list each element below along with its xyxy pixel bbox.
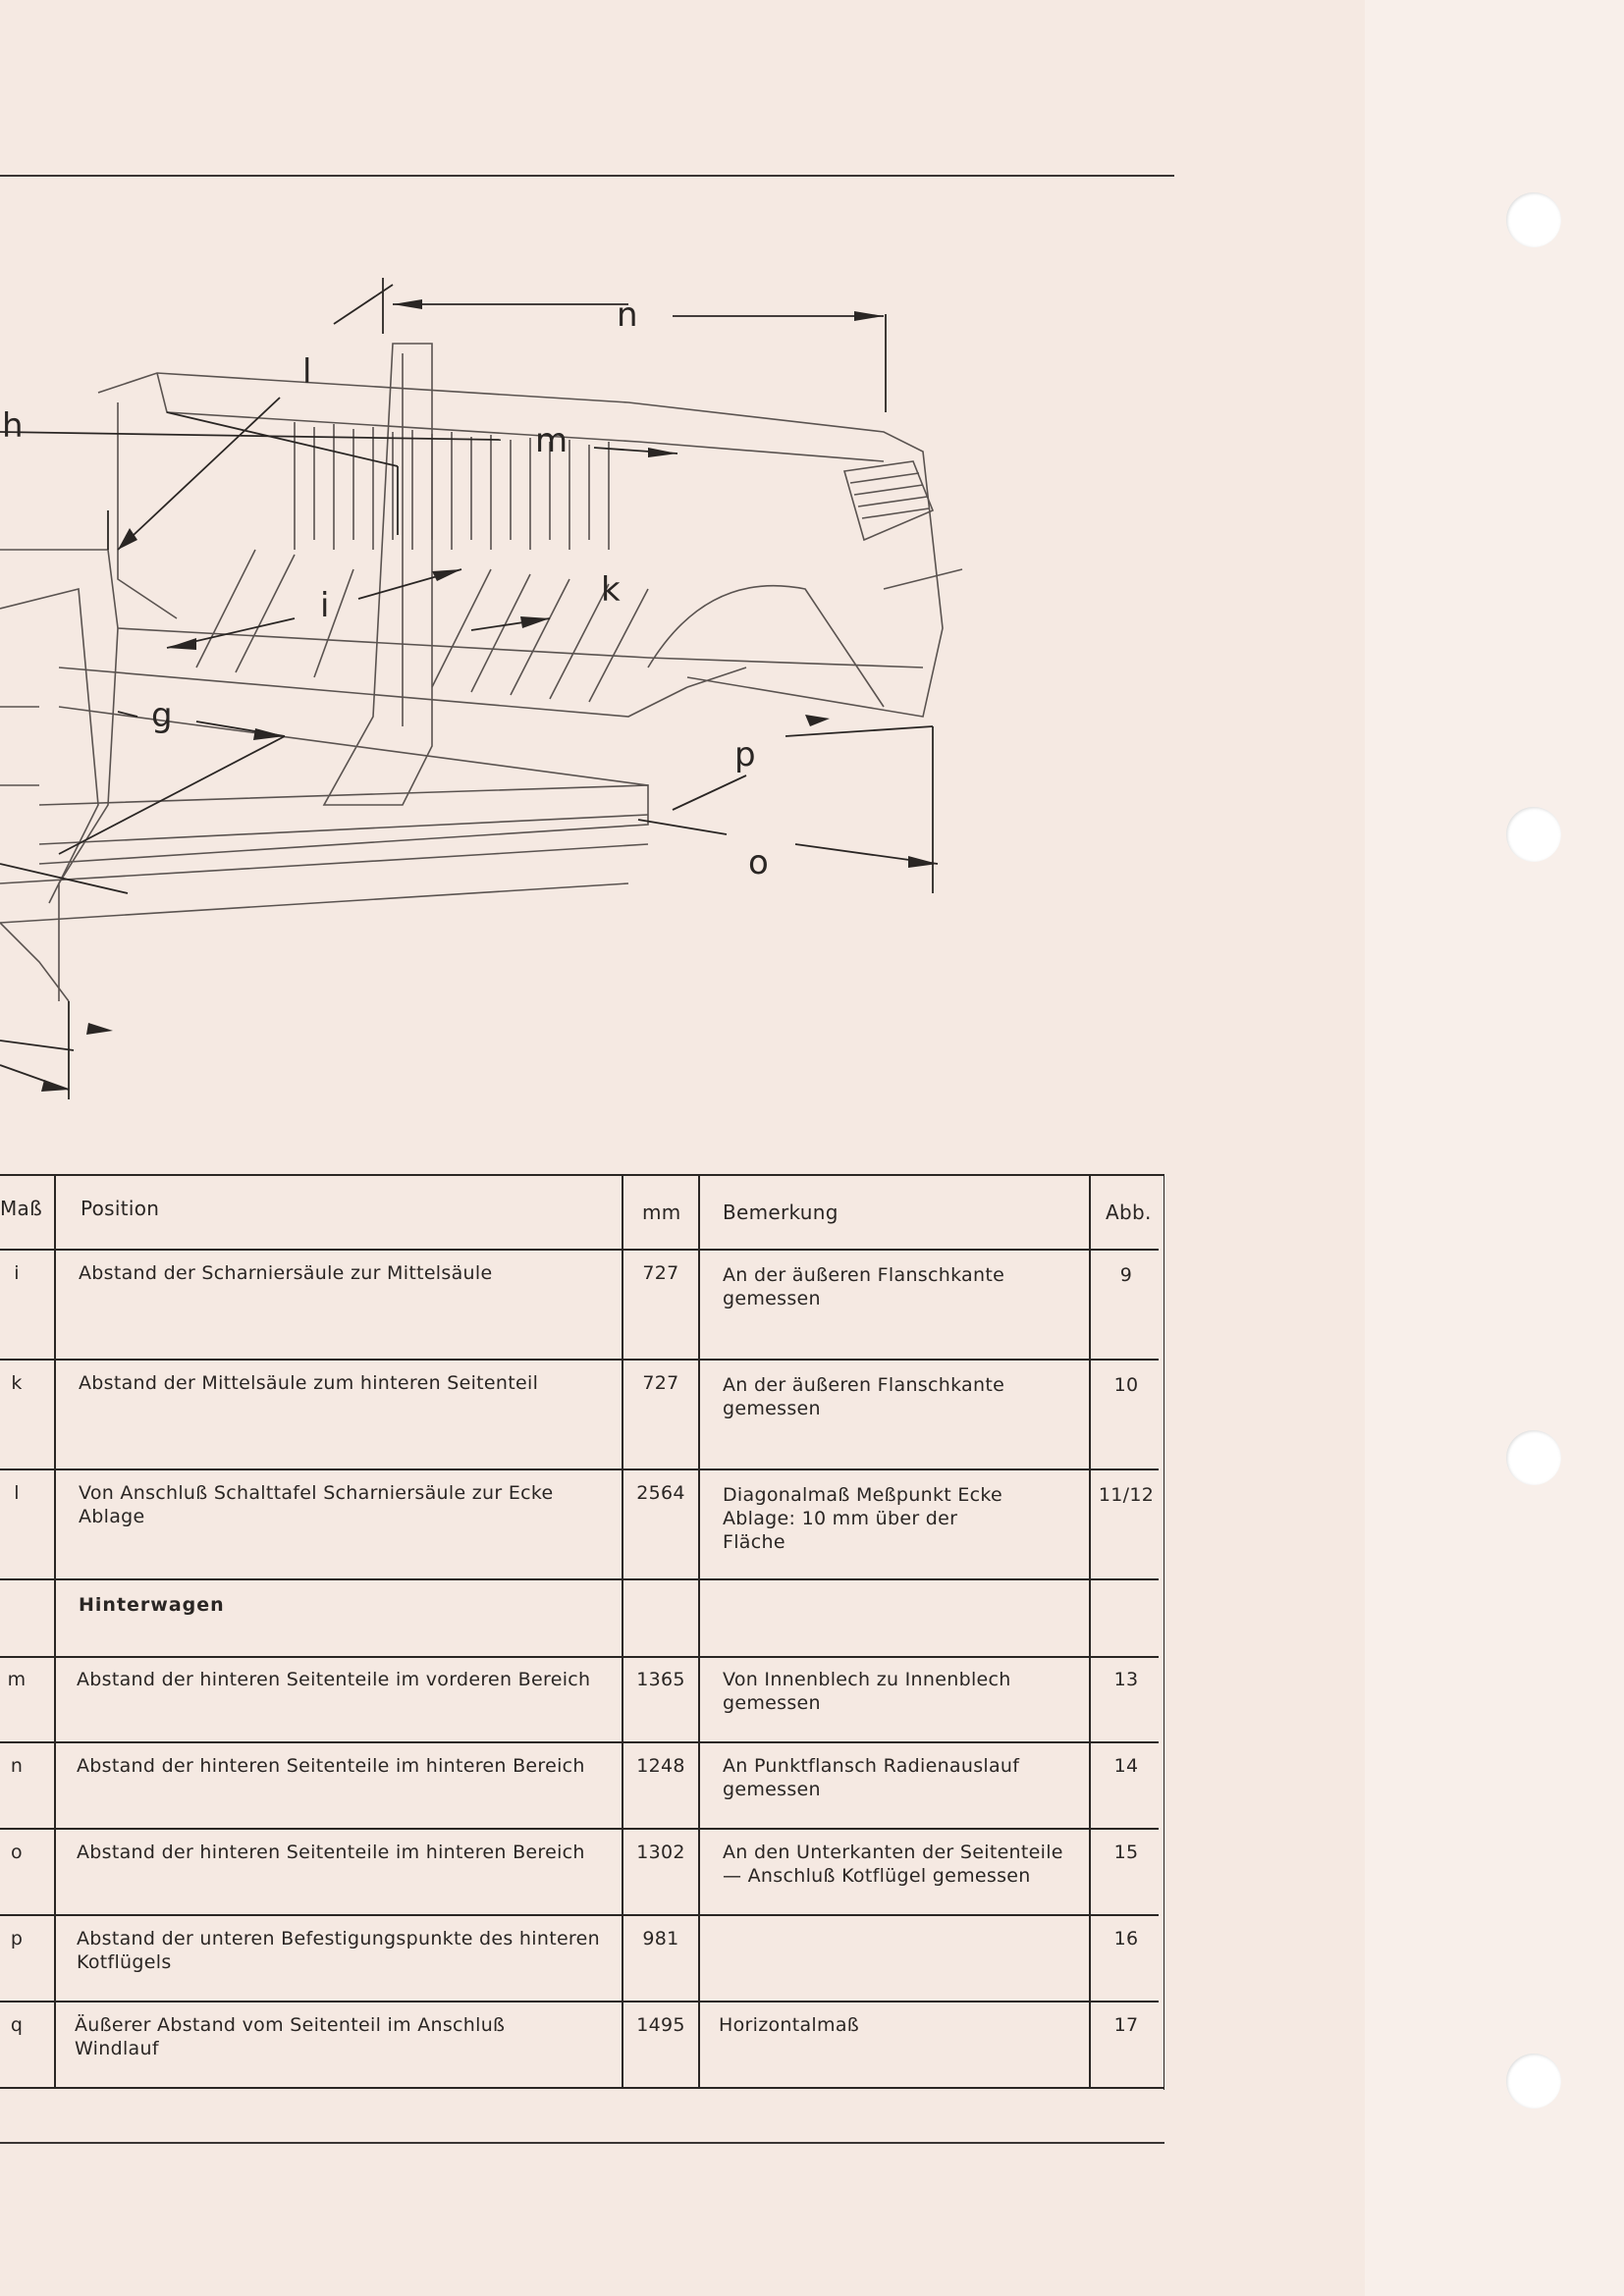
dim-label-l: l [302,352,312,392]
measurement-table [0,1173,1164,2090]
section-hinterwagen: Hinterwagen [79,1594,225,1616]
row-m-mass: m [7,1669,27,1690]
row-o-mm: 1302 [636,1842,685,1863]
car-body-outline [0,344,962,1001]
row-n-position: Abstand der hinteren Seitenteile im hinteren Bereich [77,1755,585,1777]
row-n-mass: n [10,1755,24,1777]
bottom-rule [0,2142,1164,2144]
row-i-abb: 9 [1119,1264,1133,1286]
row-m-position: Abstand der hinteren Seitenteile im vorderen Bereich [77,1669,591,1690]
row-m-abb: 13 [1113,1669,1139,1690]
dim-label-m: m [535,421,568,460]
dim-label-n: n [617,295,638,335]
dim-label-k: k [601,570,621,610]
row-l-position: Von Anschluß Schalttafel Scharniersäule zur Ecke Ablage [79,1482,554,1527]
row-q-mm: 1495 [636,2014,685,2036]
row-i-bemerkung: An der äußeren Flanschkante gemessen [723,1264,1005,1309]
row-q-abb: 17 [1113,2014,1139,2036]
row-k-abb: 10 [1113,1374,1139,1396]
row-m-mm: 1365 [636,1669,685,1690]
row-o-position: Abstand der hinteren Seitenteile im hinteren Bereich [77,1842,585,1863]
header-mass: Maß [0,1197,43,1220]
header-mm: mm [642,1201,681,1224]
row-i-mass: i [14,1262,20,1284]
row-k-position: Abstand der Mittelsäule zum hinteren Seitenteil [79,1372,539,1394]
row-p-mass: p [10,1928,24,1949]
header-bemerkung: Bemerkung [723,1201,839,1224]
row-l-abb: 11/12 [1098,1484,1155,1506]
row-q-mass: q [10,2014,24,2036]
row-p-abb: 16 [1113,1928,1139,1949]
dim-label-o: o [748,843,769,882]
row-k-bemerkung: An der äußeren Flanschkante gemessen [723,1374,1005,1419]
dim-label-g: g [151,696,173,735]
row-n-bemerkung: An Punktflansch Radienauslauf gemessen [723,1755,1020,1800]
row-n-mm: 1248 [636,1755,685,1777]
arrowheads [41,299,938,1092]
punch-hole-top [1506,192,1561,247]
row-p-position: Abstand der unteren Befestigungspunkte des hinteren Kotflügels [77,1928,600,1973]
row-m-bemerkung: Von Innenblech zu Innenblech gemessen [723,1669,1011,1714]
row-k-mass: k [11,1372,23,1394]
dimension-lines [0,278,938,1099]
row-l-bemerkung: Diagonalmaß Meßpunkt Ecke Ablage: 10 mm über der Fläche [723,1484,1003,1553]
row-n-abb: 14 [1113,1755,1139,1777]
car-body-diagram [0,255,992,1119]
punch-hole-bottom [1506,2054,1561,2109]
row-q-position: Äußerer Abstand vom Seitenteil im Anschluß Windlauf [75,2014,506,2059]
row-q-bemerkung: Horizontalmaß [719,2014,860,2036]
row-o-mass: o [11,1842,23,1863]
page-edge-shade [1365,0,1624,2296]
row-l-mass: l [14,1482,20,1504]
punch-hole-lower [1506,1430,1561,1485]
row-i-position: Abstand der Scharniersäule zur Mittelsäule [79,1262,493,1284]
header-abb: Abb. [1106,1201,1152,1224]
row-k-mm: 727 [642,1372,679,1394]
dim-label-p: p [734,735,756,774]
row-o-abb: 15 [1113,1842,1139,1863]
row-l-mm: 2564 [636,1482,685,1504]
row-o-bemerkung: An den Unterkanten der Seitenteile — Anschluß Kotflügel gemessen [723,1842,1063,1887]
top-rule [0,175,1174,177]
dim-label-i: i [320,586,330,625]
row-p-mm: 981 [642,1928,679,1949]
header-position: Position [81,1197,160,1220]
punch-hole-middle [1506,807,1561,862]
dim-label-h: h [2,406,24,446]
row-i-mm: 727 [642,1262,679,1284]
